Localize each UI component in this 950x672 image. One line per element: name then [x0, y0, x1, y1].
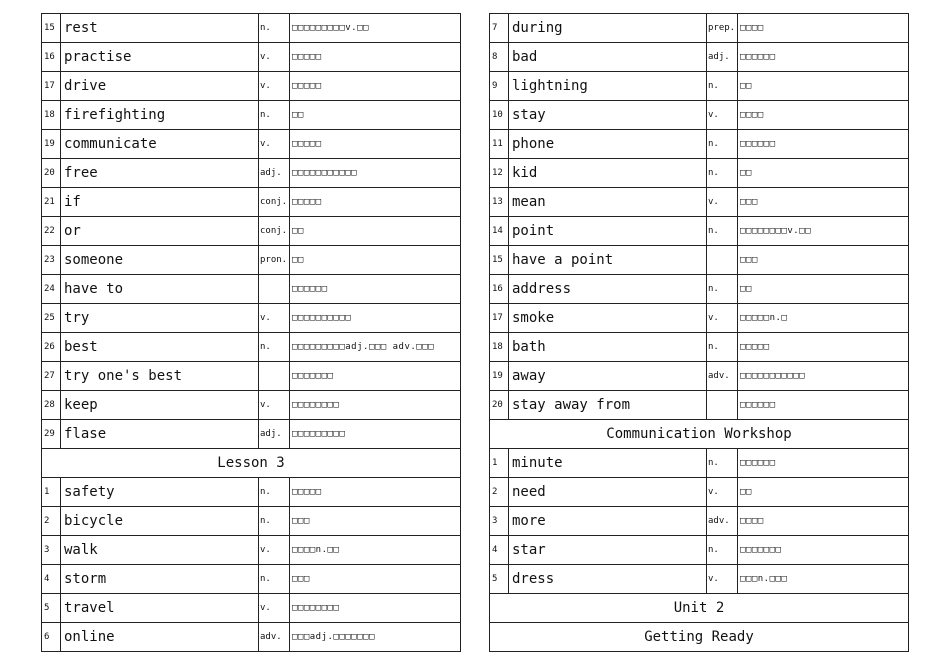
- vocab-row: [490, 217, 909, 246]
- vocab-row: [42, 420, 461, 449]
- entry-word: flase: [61, 420, 259, 449]
- entry-word: kid: [509, 159, 707, 188]
- vocab-row: [42, 507, 461, 536]
- entry-number: 1: [490, 449, 509, 478]
- part-of-speech: adj.: [707, 43, 738, 72]
- entry-number: 26: [42, 333, 61, 362]
- definition: □□□: [738, 188, 909, 217]
- entry-word: minute: [509, 449, 707, 478]
- entry-word: keep: [61, 391, 259, 420]
- part-of-speech: n.: [259, 507, 290, 536]
- entry-word: need: [509, 478, 707, 507]
- vocab-row: [42, 14, 461, 43]
- vocab-row: [490, 275, 909, 304]
- vocab-row: [490, 449, 909, 478]
- entry-number: 20: [490, 391, 509, 420]
- part-of-speech: v.: [259, 43, 290, 72]
- definition: □□: [290, 246, 461, 275]
- section-heading: Lesson 3: [42, 449, 461, 478]
- definition: □□□□□□□□□□□: [738, 362, 909, 391]
- vocab-row: [490, 304, 909, 333]
- entry-number: 2: [42, 507, 61, 536]
- definition: □□□□: [738, 14, 909, 43]
- vocab-row: [490, 333, 909, 362]
- entry-word: travel: [61, 594, 259, 623]
- entry-number: 17: [490, 304, 509, 333]
- definition: □□□□□□□□: [290, 391, 461, 420]
- entry-number: 8: [490, 43, 509, 72]
- vocab-row: [490, 478, 909, 507]
- vocab-row: [42, 565, 461, 594]
- part-of-speech: v.: [259, 72, 290, 101]
- entry-number: 25: [42, 304, 61, 333]
- entry-word: practise: [61, 43, 259, 72]
- part-of-speech: conj.: [259, 217, 290, 246]
- definition: □□□□□□□□v.□□: [738, 217, 909, 246]
- vocab-row: [42, 304, 461, 333]
- entry-word: bad: [509, 43, 707, 72]
- definition: □□□□□□□□: [290, 594, 461, 623]
- definition: □□□□□□: [738, 391, 909, 420]
- entry-number: 15: [42, 14, 61, 43]
- entry-word: stay: [509, 101, 707, 130]
- entry-word: bicycle: [61, 507, 259, 536]
- vocab-row: [490, 14, 909, 43]
- part-of-speech: v.: [259, 536, 290, 565]
- entry-word: mean: [509, 188, 707, 217]
- entry-number: 11: [490, 130, 509, 159]
- part-of-speech: v.: [259, 130, 290, 159]
- entry-word: walk: [61, 536, 259, 565]
- section-heading-row: [490, 594, 909, 623]
- entry-word: someone: [61, 246, 259, 275]
- entry-word: have a point: [509, 246, 707, 275]
- vocab-row: [42, 130, 461, 159]
- definition: □□□□□n.□: [738, 304, 909, 333]
- entry-number: 2: [490, 478, 509, 507]
- part-of-speech: v.: [259, 391, 290, 420]
- entry-number: 12: [490, 159, 509, 188]
- entry-word: during: [509, 14, 707, 43]
- entry-word: storm: [61, 565, 259, 594]
- entry-word: stay away from: [509, 391, 707, 420]
- vocab-row: [42, 594, 461, 623]
- definition: □□□□□: [290, 72, 461, 101]
- entry-word: point: [509, 217, 707, 246]
- part-of-speech: n.: [259, 101, 290, 130]
- definition: □□□□: [738, 101, 909, 130]
- entry-word: dress: [509, 565, 707, 594]
- entry-number: 3: [42, 536, 61, 565]
- definition: □□□: [738, 246, 909, 275]
- vocab-row: [490, 188, 909, 217]
- definition: □□□□□□□□□v.□□: [290, 14, 461, 43]
- definition: □□□□□: [290, 130, 461, 159]
- vocab-row: [490, 101, 909, 130]
- vocab-row: [490, 536, 909, 565]
- definition: □□□□n.□□: [290, 536, 461, 565]
- entry-number: 5: [490, 565, 509, 594]
- vocab-row: [42, 72, 461, 101]
- entry-word: bath: [509, 333, 707, 362]
- entry-word: best: [61, 333, 259, 362]
- entry-number: 14: [490, 217, 509, 246]
- part-of-speech: v.: [707, 101, 738, 130]
- part-of-speech: [707, 246, 738, 275]
- vocab-row: [490, 130, 909, 159]
- section-heading: Unit 2: [490, 594, 909, 623]
- definition: □□□n.□□□: [738, 565, 909, 594]
- entry-number: 15: [490, 246, 509, 275]
- entry-word: try: [61, 304, 259, 333]
- definition: □□□□□: [290, 478, 461, 507]
- vocab-row: [42, 536, 461, 565]
- entry-number: 1: [42, 478, 61, 507]
- part-of-speech: v.: [707, 478, 738, 507]
- part-of-speech: adv.: [707, 507, 738, 536]
- vocab-row: [42, 623, 461, 652]
- entry-number: 4: [490, 536, 509, 565]
- definition: □□: [738, 478, 909, 507]
- part-of-speech: n.: [259, 565, 290, 594]
- part-of-speech: n.: [259, 478, 290, 507]
- section-heading: Communication Workshop: [490, 420, 909, 449]
- vocab-row: [42, 478, 461, 507]
- vocab-row: [490, 72, 909, 101]
- vocab-row: [42, 217, 461, 246]
- definition: □□□□□□□□□□: [290, 304, 461, 333]
- definition: □□□□□: [290, 188, 461, 217]
- entry-number: 5: [42, 594, 61, 623]
- entry-number: 27: [42, 362, 61, 391]
- part-of-speech: n.: [707, 333, 738, 362]
- vocab-row: [42, 188, 461, 217]
- definition: □□□□: [738, 507, 909, 536]
- definition: □□□□□□: [290, 275, 461, 304]
- section-heading-row: [490, 623, 909, 652]
- entry-number: 19: [42, 130, 61, 159]
- part-of-speech: n.: [707, 130, 738, 159]
- part-of-speech: adv.: [707, 362, 738, 391]
- part-of-speech: [259, 275, 290, 304]
- section-heading-row: [42, 449, 461, 478]
- entry-number: 21: [42, 188, 61, 217]
- part-of-speech: conj.: [259, 188, 290, 217]
- vocab-row: [42, 159, 461, 188]
- entry-number: 22: [42, 217, 61, 246]
- definition: □□□: [290, 565, 461, 594]
- entry-word: lightning: [509, 72, 707, 101]
- definition: □□□□□□□: [738, 536, 909, 565]
- vocab-row: [490, 362, 909, 391]
- part-of-speech: adj.: [259, 159, 290, 188]
- entry-word: firefighting: [61, 101, 259, 130]
- definition: □□□□□□□□□□□: [290, 159, 461, 188]
- entry-word: phone: [509, 130, 707, 159]
- vocab-row: [42, 43, 461, 72]
- entry-number: 9: [490, 72, 509, 101]
- definition: □□□□□□: [738, 449, 909, 478]
- part-of-speech: n.: [707, 72, 738, 101]
- vocab-row: [42, 275, 461, 304]
- vocab-row: [490, 43, 909, 72]
- vocab-table-left: [41, 13, 461, 652]
- entry-number: 6: [42, 623, 61, 652]
- part-of-speech: [707, 391, 738, 420]
- part-of-speech: n.: [259, 14, 290, 43]
- definition: □□: [738, 159, 909, 188]
- part-of-speech: prep.: [707, 14, 738, 43]
- entry-word: rest: [61, 14, 259, 43]
- definition: □□□: [290, 507, 461, 536]
- entry-number: 16: [490, 275, 509, 304]
- entry-number: 18: [42, 101, 61, 130]
- entry-number: 18: [490, 333, 509, 362]
- vocab-row: [490, 565, 909, 594]
- definition: □□□adj.□□□□□□□: [290, 623, 461, 652]
- entry-number: 24: [42, 275, 61, 304]
- entry-number: 3: [490, 507, 509, 536]
- entry-number: 23: [42, 246, 61, 275]
- entry-number: 4: [42, 565, 61, 594]
- entry-number: 16: [42, 43, 61, 72]
- entry-word: or: [61, 217, 259, 246]
- entry-word: try one's best: [61, 362, 259, 391]
- entry-word: online: [61, 623, 259, 652]
- vocab-row: [42, 391, 461, 420]
- part-of-speech: n.: [707, 449, 738, 478]
- entry-word: free: [61, 159, 259, 188]
- entry-word: smoke: [509, 304, 707, 333]
- entry-number: 28: [42, 391, 61, 420]
- entry-word: drive: [61, 72, 259, 101]
- part-of-speech: n.: [707, 217, 738, 246]
- part-of-speech: adv.: [259, 623, 290, 652]
- definition: □□: [290, 217, 461, 246]
- part-of-speech: [259, 362, 290, 391]
- definition: □□□□□: [738, 333, 909, 362]
- definition: □□□□□□: [738, 130, 909, 159]
- vocab-row: [42, 333, 461, 362]
- vocab-row: [42, 101, 461, 130]
- vocab-row: [42, 362, 461, 391]
- part-of-speech: n.: [707, 159, 738, 188]
- entry-word: communicate: [61, 130, 259, 159]
- definition: □□□□□□□: [290, 362, 461, 391]
- vocab-table-right: [489, 13, 909, 652]
- entry-number: 20: [42, 159, 61, 188]
- entry-number: 17: [42, 72, 61, 101]
- vocab-row: [490, 159, 909, 188]
- part-of-speech: n.: [259, 333, 290, 362]
- part-of-speech: v.: [707, 565, 738, 594]
- entry-number: 13: [490, 188, 509, 217]
- entry-word: away: [509, 362, 707, 391]
- definition: □□□□□□: [738, 43, 909, 72]
- entry-word: have to: [61, 275, 259, 304]
- part-of-speech: v.: [707, 188, 738, 217]
- vocab-row: [490, 246, 909, 275]
- entry-word: address: [509, 275, 707, 304]
- entry-number: 19: [490, 362, 509, 391]
- definition: □□: [738, 72, 909, 101]
- section-heading-row: [490, 420, 909, 449]
- part-of-speech: adj.: [259, 420, 290, 449]
- entry-number: 29: [42, 420, 61, 449]
- definition: □□: [290, 101, 461, 130]
- entry-word: more: [509, 507, 707, 536]
- vocab-row: [490, 391, 909, 420]
- part-of-speech: v.: [259, 304, 290, 333]
- part-of-speech: pron.: [259, 246, 290, 275]
- definition: □□□□□□□□□adj.□□□ adv.□□□: [290, 333, 461, 362]
- part-of-speech: n.: [707, 536, 738, 565]
- definition: □□□□□: [290, 43, 461, 72]
- definition: □□: [738, 275, 909, 304]
- part-of-speech: n.: [707, 275, 738, 304]
- entry-number: 7: [490, 14, 509, 43]
- vocab-row: [490, 507, 909, 536]
- definition: □□□□□□□□□: [290, 420, 461, 449]
- section-heading: Getting Ready: [490, 623, 909, 652]
- entry-word: safety: [61, 478, 259, 507]
- part-of-speech: v.: [707, 304, 738, 333]
- vocab-row: [42, 246, 461, 275]
- part-of-speech: v.: [259, 594, 290, 623]
- entry-number: 10: [490, 101, 509, 130]
- entry-word: if: [61, 188, 259, 217]
- entry-word: star: [509, 536, 707, 565]
